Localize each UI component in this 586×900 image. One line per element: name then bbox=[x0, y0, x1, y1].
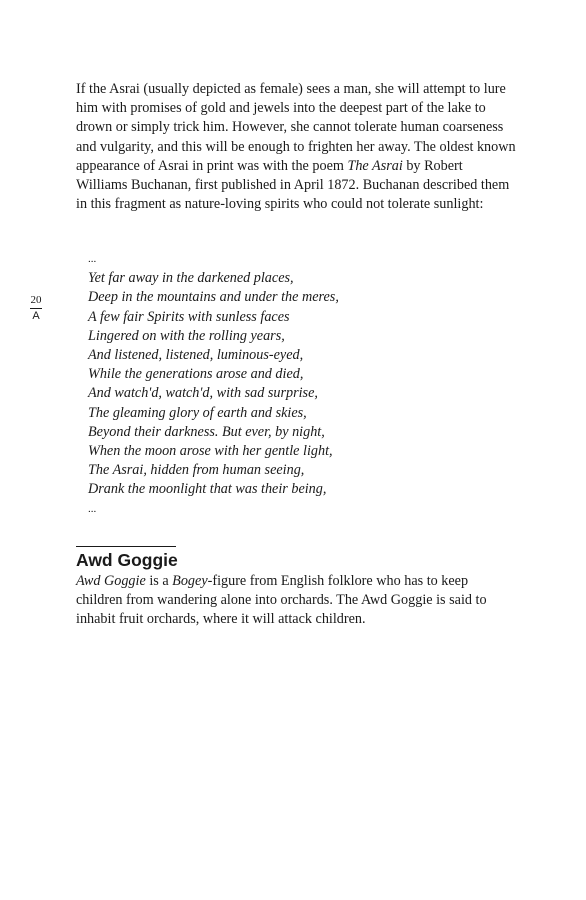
awd-goggie-paragraph bbox=[76, 572, 516, 630]
awd-goggie-name: Awd Goggie bbox=[76, 573, 146, 589]
section-letter: A bbox=[32, 310, 40, 322]
poem-line: Deep in the mountains and under the meres, bbox=[88, 289, 339, 306]
poem-fragment bbox=[88, 250, 518, 519]
awd-goggie-text-part-1: is a bbox=[145, 573, 173, 589]
bogey-term: Bogey bbox=[172, 573, 208, 589]
poem-line: Yet far away in the darkened places, bbox=[88, 270, 294, 287]
asrai-text-part-2: by Robert Williams Buchanan, first published in April 1872. Buchanan described them in this fragment as nature-loving spirits who could not tolerate sunlight: bbox=[76, 157, 510, 213]
poem-title-reference: The Asrai bbox=[347, 157, 403, 174]
poem-line: Drank the moonlight that was their being, bbox=[88, 481, 327, 498]
page-number-divider bbox=[30, 308, 42, 309]
poem-line: The Asrai, hidden from human seeing, bbox=[88, 462, 305, 479]
poem-line: Lingered on with the rolling years, bbox=[88, 327, 285, 344]
awd-goggie-text-part-2: -figure from English folklore who has to keep children from wandering alone into orchards. The Awd Goggie is said to inhabit fruit orchards, where it will attack children. bbox=[76, 573, 487, 628]
poem-line: While the generations arose and died, bbox=[88, 366, 304, 383]
poem-close-ellipsis: ... bbox=[88, 502, 97, 515]
asrai-paragraph bbox=[76, 80, 516, 214]
poem-line: The gleaming glory of earth and skies, bbox=[88, 404, 307, 421]
page-number: 20 bbox=[30, 294, 42, 306]
poem-line: When the moon arose with her gentle light, bbox=[88, 443, 333, 460]
entry-title: Awd Goggie bbox=[76, 550, 178, 570]
poem-line: And watch'd, watch'd, with sad surprise, bbox=[88, 385, 318, 402]
asrai-text-part-1: If the Asrai (usually depicted as female) sees a man, she will attempt to lure him with promises of gold and jewels into the deepest part of the lake to drown or simply trick him. However, she cannot tolerate human coarseness and vulgarity, and this will be enough to frighten her away. The oldest known appearance of Asrai in print was with the poem bbox=[76, 81, 516, 174]
entry-divider bbox=[76, 546, 176, 547]
poem-line: Beyond their darkness. But ever, by night, bbox=[88, 423, 325, 440]
poem-line: A few fair Spirits with sunless faces bbox=[88, 308, 290, 325]
page-marker bbox=[28, 293, 44, 323]
poem-open-ellipsis: ... bbox=[88, 253, 97, 265]
poem-line: And listened, listened, luminous-eyed, bbox=[88, 347, 304, 364]
